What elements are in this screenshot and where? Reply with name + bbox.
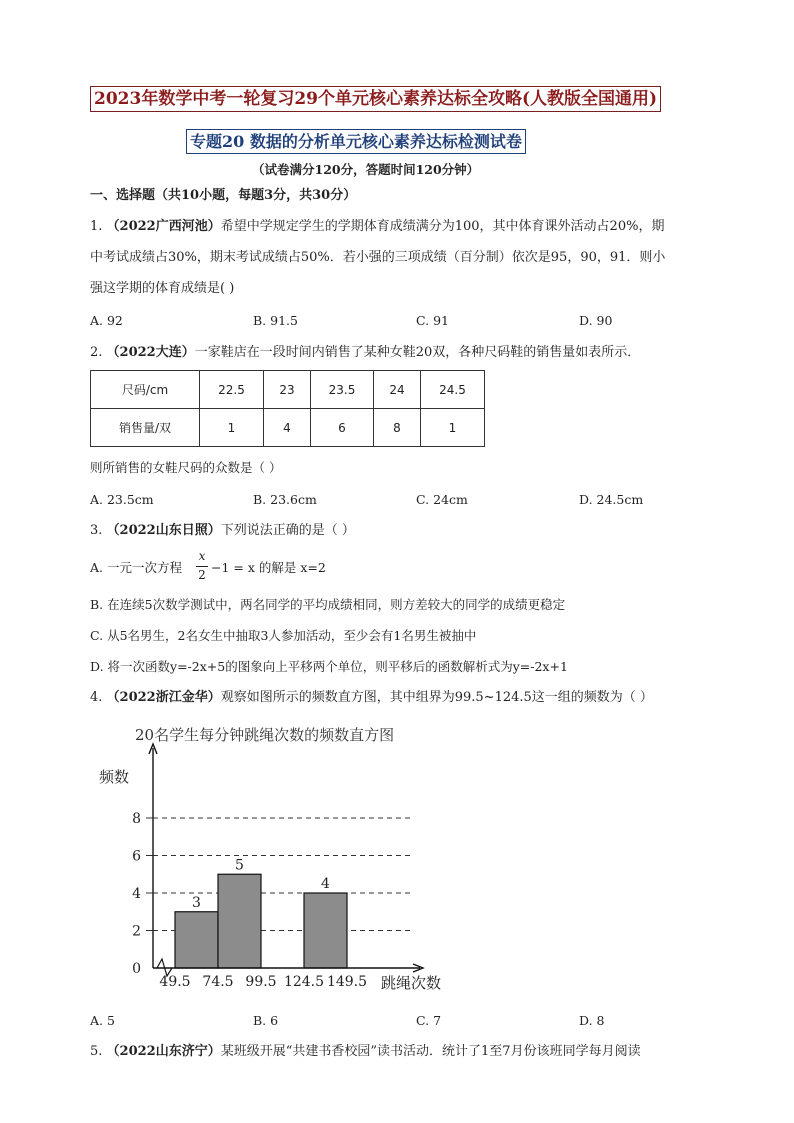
option-b: B. 在连续5次数学测试中，两名同学的平均成绩相同，则方差较大的同学的成绩更稳定	[90, 597, 566, 612]
x-tick-label: 99.5	[245, 974, 277, 990]
table-cell: 23	[264, 371, 311, 409]
option-b: B. 23.6cm	[253, 492, 317, 507]
bar-value-label: 5	[235, 857, 244, 874]
table-cell: 1	[200, 409, 264, 447]
option-c: C. 91	[416, 313, 449, 328]
question-2-prompt: 则所销售的女鞋尺码的众数是（ ）	[90, 460, 282, 475]
question-number: 5.	[90, 1044, 103, 1059]
main-title: 2023年数学中考一轮复习29个单元核心素养达标全攻略(人教版全国通用)	[90, 86, 661, 112]
shoe-size-table	[90, 370, 485, 447]
option-c: C. 从5名男生，2名女生中抽取3人参加活动，至少会有1名男生被抽中	[90, 628, 477, 643]
table-row	[91, 409, 485, 447]
table-cell: 23.5	[311, 371, 374, 409]
bars	[175, 857, 347, 968]
option-d: D. 90	[579, 313, 613, 328]
option-d: D. 8	[579, 1013, 605, 1028]
bar-value-label: 4	[321, 876, 330, 892]
option-d: D. 24.5cm	[579, 492, 644, 507]
table-cell: 8	[374, 409, 421, 447]
table-cell: 22.5	[200, 371, 264, 409]
question-1-line-3: 强这学期的体育成绩是( )	[90, 281, 235, 296]
y-tick-label: 8	[132, 811, 141, 827]
option-a-prefix: A. 一元一次方程	[90, 560, 182, 575]
x-axis-label: 跳绳次数	[381, 974, 442, 992]
y-ticks	[132, 811, 153, 977]
question-2-line-1	[90, 345, 640, 361]
option-d: D. 将一次函数y=-2x+5的图象向上平移两个单位，则平移后的函数解析式为y=-2x+1	[90, 659, 568, 674]
question-text: 一家鞋店在一段时间内销售了某种女鞋20双，各种尺码鞋的销售量如表所示．	[194, 345, 641, 360]
question-number: 4.	[90, 690, 103, 705]
table-header-cell: 尺码/cm	[91, 371, 200, 409]
option-b: B. 6	[253, 1013, 279, 1028]
option-a: A. 5	[90, 1013, 115, 1028]
option-c: C. 24cm	[416, 492, 468, 507]
table-cell: 4	[264, 409, 311, 447]
histogram-bar	[175, 912, 218, 968]
bar-value-label: 3	[192, 894, 201, 911]
question-number: 2.	[90, 345, 103, 360]
x-tick-label: 74.5	[202, 974, 234, 990]
question-text: 观察如图所示的频数直方图，其中组界为99.5~124.5这一组的频数为（ ）	[220, 690, 653, 705]
table-header-cell: 销售量/双	[91, 409, 200, 447]
option-c: C. 7	[416, 1013, 442, 1028]
section-title: 一、选择题（共10小题，每题3分，共30分）	[90, 188, 357, 203]
y-tick-label: 2	[132, 923, 141, 940]
fraction-denominator: 2	[198, 568, 206, 582]
option-a: A. 92	[90, 313, 123, 328]
option-a: A. 23.5cm	[90, 492, 154, 507]
question-3-line-1	[90, 523, 355, 539]
x-tick-label: 124.5	[283, 974, 325, 990]
question-text: 某班级开展“共建书香校园”读书活动．统计了1至7月份该班同学每月阅读	[220, 1044, 641, 1059]
question-1-line-1	[90, 219, 664, 235]
question-source: （2022山东济宁）	[106, 1044, 221, 1059]
x-tick-label: 149.5	[326, 974, 368, 990]
histogram-bar	[218, 874, 261, 968]
histogram-bar	[304, 893, 347, 968]
y-axis-label: 频数	[99, 768, 130, 786]
question-number: 3.	[90, 523, 103, 538]
y-tick-label: 6	[132, 848, 141, 865]
y-tick-label: 0	[132, 961, 141, 977]
option-a-suffix: −1 = x 的解是 x=2	[211, 560, 326, 575]
histogram-chart	[95, 716, 475, 1002]
table-cell: 24.5	[421, 371, 485, 409]
y-tick-label: 4	[132, 886, 141, 902]
x-tick-label: 49.5	[159, 974, 191, 990]
question-1-line-2: 中考试成绩占30%，期末考试成绩占50%．若小强的三项成绩（百分制）依次是95，90，91．则小	[90, 250, 666, 265]
table-cell: 24	[374, 371, 421, 409]
question-source: （2022山东日照）	[106, 523, 221, 538]
table-cell: 6	[311, 409, 374, 447]
question-source: （2022浙江金华）	[106, 690, 221, 705]
x-ticks	[159, 974, 367, 990]
question-text: 希望中学规定学生的学期体育成绩满分为100，其中体育课外活动占20%，期	[220, 219, 665, 234]
exam-info: （试卷满分120分，答题时间120分钟）	[252, 162, 480, 177]
question-source: （2022广西河池）	[106, 219, 221, 234]
question-source: （2022大连）	[106, 345, 195, 360]
table-row	[91, 371, 485, 409]
option-b: B. 91.5	[253, 313, 298, 328]
question-text: 下列说法正确的是（ ）	[220, 523, 355, 538]
question-5-line-1	[90, 1044, 641, 1060]
question-number: 1.	[90, 219, 103, 234]
fraction-bar	[196, 566, 208, 567]
table-cell: 1	[421, 409, 485, 447]
chart-title: 20名学生每分钟跳绳次数的频数直方图	[135, 726, 395, 744]
fraction-numerator: x	[198, 549, 206, 563]
sub-title: 专题20 数据的分析单元核心素养达标检测试卷	[186, 129, 526, 154]
question-4-line-1	[90, 690, 653, 706]
